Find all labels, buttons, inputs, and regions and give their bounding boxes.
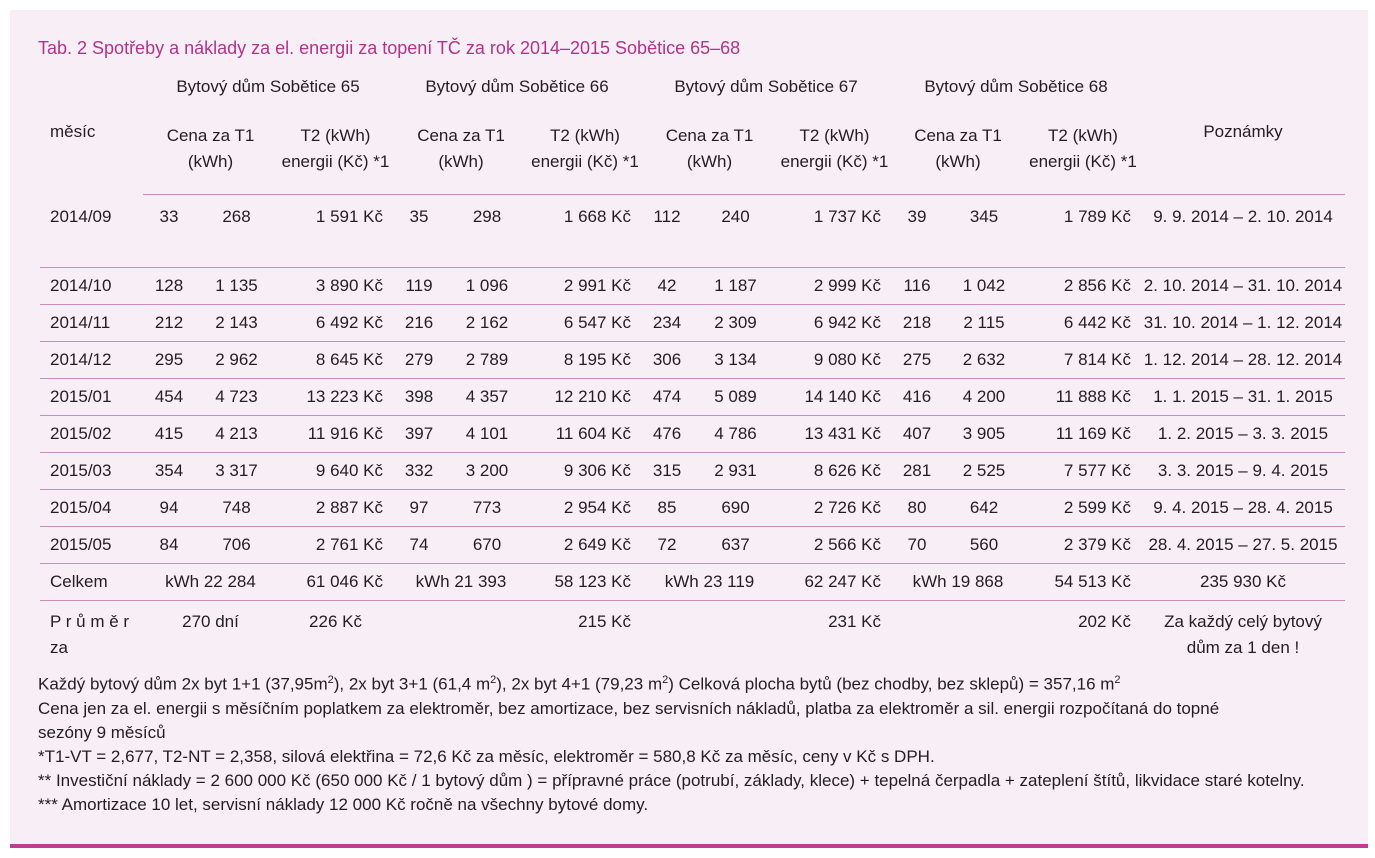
- table-row: [40, 305, 1345, 342]
- value-cell: 275: [891, 342, 943, 379]
- cost-cell: 11 916 Kč: [278, 416, 393, 453]
- note-cell: 2. 10. 2014 – 31. 10. 2014: [1141, 268, 1345, 305]
- table-row: [40, 416, 1345, 453]
- value-cell: 112: [641, 195, 693, 268]
- table-row: [40, 195, 1345, 268]
- house-66-header: Bytový dům Sobětice 66: [425, 77, 609, 96]
- cost-cell: 6 547 Kč: [529, 305, 641, 342]
- month-cell: 2015/02: [40, 416, 143, 453]
- cost-cell: 12 210 Kč: [529, 379, 641, 416]
- cost-cell: 7 577 Kč: [1025, 453, 1141, 490]
- cost-cell: 2 566 Kč: [778, 527, 891, 564]
- cost-cell: 11 169 Kč: [1025, 416, 1141, 453]
- total-cost-67: 62 247 Kč: [778, 564, 891, 601]
- value-cell: 398: [393, 379, 445, 416]
- value-cell: 119: [393, 268, 445, 305]
- footnote-tariff: *T1-VT = 2,677, T2-NT = 2,358, silová elektřina = 72,6 Kč za měsíc, elektroměr = 580,8 Kč za měsíc, ceny v Kč s DPH.: [38, 746, 935, 766]
- cost-cell: 2 761 Kč: [278, 527, 393, 564]
- value-cell: 476: [641, 416, 693, 453]
- total-kwh-66: kWh 21 393: [393, 564, 529, 601]
- superscript: 2: [662, 674, 669, 686]
- house-67-header: Bytový dům Sobětice 67: [674, 77, 858, 96]
- footnote-amortization: *** Amortizace 10 let, servisní náklady 12 000 Kč ročně na všechny bytové domy.: [38, 794, 649, 814]
- value-cell: 690: [693, 490, 778, 527]
- total-note: 235 930 Kč: [1141, 564, 1345, 601]
- note-cell: 1. 12. 2014 – 28. 12. 2014: [1141, 342, 1345, 379]
- value-cell: 80: [891, 490, 943, 527]
- month-cell: 2015/03: [40, 453, 143, 490]
- footnote-text: Každý bytový dům 2x byt 1+1 (37,95m: [38, 674, 328, 694]
- value-cell: 2 931: [693, 453, 778, 490]
- value-cell: 5 089: [693, 379, 778, 416]
- value-cell: 70: [891, 527, 943, 564]
- value-cell: 116: [891, 268, 943, 305]
- cost-cell: 1 789 Kč: [1025, 195, 1141, 268]
- t2-energy-header: T2 (kWh) energii (Kč) *1: [278, 104, 393, 195]
- value-cell: 35: [393, 195, 445, 268]
- value-cell: 295: [143, 342, 195, 379]
- footnote-text: ), 2x byt 4+1 (79,23 m: [496, 674, 663, 694]
- value-cell: 216: [393, 305, 445, 342]
- note-cell: 9. 9. 2014 – 2. 10. 2014: [1141, 195, 1345, 268]
- value-cell: 345: [943, 195, 1025, 268]
- note-cell: 1. 2. 2015 – 3. 3. 2015: [1141, 416, 1345, 453]
- value-cell: 281: [891, 453, 943, 490]
- cost-cell: 7 814 Kč: [1025, 342, 1141, 379]
- cost-cell: 3 890 Kč: [278, 268, 393, 305]
- total-kwh-65: kWh 22 284: [143, 564, 278, 601]
- cost-cell: 8 626 Kč: [778, 453, 891, 490]
- value-cell: 4 723: [195, 379, 278, 416]
- value-cell: 415: [143, 416, 195, 453]
- house-65-header: Bytový dům Sobětice 65: [176, 77, 360, 96]
- value-cell: 2 115: [943, 305, 1025, 342]
- cost-cell: 11 888 Kč: [1025, 379, 1141, 416]
- cost-cell: 9 080 Kč: [778, 342, 891, 379]
- value-cell: 218: [891, 305, 943, 342]
- table-row: [40, 527, 1345, 564]
- value-cell: 454: [143, 379, 195, 416]
- average-cost-68: 202 Kč: [1078, 612, 1131, 631]
- value-cell: 240: [693, 195, 778, 268]
- value-cell: 2 789: [445, 342, 529, 379]
- footnote-text: ) Celková plocha bytů (bez chodby, bez sklepů) = 357,16 m: [668, 674, 1115, 694]
- cost-cell: 1 737 Kč: [778, 195, 891, 268]
- price-t1-header: Cena za T1 (kWh): [143, 104, 278, 195]
- average-label: P r ů m ě r za: [50, 612, 130, 657]
- table-row: [40, 490, 1345, 527]
- value-cell: 560: [943, 527, 1025, 564]
- value-cell: 2 309: [693, 305, 778, 342]
- month-cell: 2015/04: [40, 490, 143, 527]
- value-cell: 39: [891, 195, 943, 268]
- footnote-investment: ** Investiční náklady = 2 600 000 Kč (650 000 Kč / 1 bytový dům ) = přípravné práce (potrubí, základy, klece) + tepelná čerpadla + zateplení štítů, likvidace staré kotelny.: [38, 770, 1305, 790]
- cost-cell: 2 726 Kč: [778, 490, 891, 527]
- t2-energy-header: T2 (kWh) energii (Kč) *1: [529, 104, 641, 195]
- value-cell: 33: [143, 195, 195, 268]
- header-row-houses: [40, 70, 1345, 104]
- value-cell: 3 317: [195, 453, 278, 490]
- average-empty: [393, 601, 529, 670]
- month-cell: 2014/09: [40, 195, 143, 268]
- value-cell: 2 962: [195, 342, 278, 379]
- average-days: 270 dní: [182, 612, 239, 631]
- average-cost-65: 226 Kč: [309, 612, 362, 631]
- total-label: Celkem: [40, 564, 143, 601]
- table-title: Tab. 2 Spotřeby a náklady za el. energii za topení TČ za rok 2014–2015 Sobětice 65–68: [38, 38, 741, 58]
- month-cell: 2014/11: [40, 305, 143, 342]
- footnotes: [38, 668, 1358, 817]
- value-cell: 2 143: [195, 305, 278, 342]
- cost-cell: 9 640 Kč: [278, 453, 393, 490]
- value-cell: 748: [195, 490, 278, 527]
- cost-cell: 13 431 Kč: [778, 416, 891, 453]
- value-cell: 268: [195, 195, 278, 268]
- value-cell: 3 134: [693, 342, 778, 379]
- cost-cell: 2 856 Kč: [1025, 268, 1141, 305]
- value-cell: 212: [143, 305, 195, 342]
- cost-cell: 6 492 Kč: [278, 305, 393, 342]
- average-row: [40, 601, 1345, 670]
- month-header: měsíc: [50, 122, 96, 142]
- superscript: 2: [327, 674, 334, 686]
- note-cell: 1. 1. 2015 – 31. 1. 2015: [1141, 379, 1345, 416]
- note-cell: 28. 4. 2015 – 27. 5. 2015: [1141, 527, 1345, 564]
- cost-cell: 8 645 Kč: [278, 342, 393, 379]
- average-empty: [641, 601, 778, 670]
- value-cell: 85: [641, 490, 693, 527]
- total-cost-66: 58 123 Kč: [529, 564, 641, 601]
- value-cell: 2 525: [943, 453, 1025, 490]
- total-kwh-67: kWh 23 119: [641, 564, 778, 601]
- cost-cell: 2 954 Kč: [529, 490, 641, 527]
- price-t1-header: Cena za T1 (kWh): [891, 104, 1025, 195]
- value-cell: 72: [641, 527, 693, 564]
- value-cell: 94: [143, 490, 195, 527]
- bottom-rule: [10, 844, 1368, 848]
- footnote-area: [38, 668, 1358, 697]
- value-cell: 1 042: [943, 268, 1025, 305]
- cost-cell: 2 599 Kč: [1025, 490, 1141, 527]
- month-cell: 2015/01: [40, 379, 143, 416]
- total-cost-65: 61 046 Kč: [278, 564, 393, 601]
- t2-energy-header: T2 (kWh) energii (Kč) *1: [1025, 104, 1141, 195]
- month-cell: 2014/12: [40, 342, 143, 379]
- footnote-text: ), 2x byt 3+1 (61,4 m: [333, 674, 491, 694]
- price-t1-header: Cena za T1 (kWh): [641, 104, 778, 195]
- note-cell: 9. 4. 2015 – 28. 4. 2015: [1141, 490, 1345, 527]
- cost-cell: 2 999 Kč: [778, 268, 891, 305]
- cost-cell: 2 991 Kč: [529, 268, 641, 305]
- value-cell: 4 200: [943, 379, 1025, 416]
- table-row: [40, 342, 1345, 379]
- superscript: 2: [1114, 674, 1121, 686]
- note-cell: 31. 10. 2014 – 1. 12. 2014: [1141, 305, 1345, 342]
- value-cell: 279: [393, 342, 445, 379]
- value-cell: 298: [445, 195, 529, 268]
- value-cell: 773: [445, 490, 529, 527]
- value-cell: 670: [445, 527, 529, 564]
- cost-cell: 6 442 Kč: [1025, 305, 1141, 342]
- value-cell: 332: [393, 453, 445, 490]
- average-note: Za každý celý bytový dům za 1 den !: [1164, 612, 1322, 657]
- value-cell: 84: [143, 527, 195, 564]
- value-cell: 1 096: [445, 268, 529, 305]
- value-cell: 3 200: [445, 453, 529, 490]
- value-cell: 315: [641, 453, 693, 490]
- table-row: [40, 453, 1345, 490]
- cost-cell: 6 942 Kč: [778, 305, 891, 342]
- total-row: [40, 564, 1345, 601]
- value-cell: 354: [143, 453, 195, 490]
- value-cell: 128: [143, 268, 195, 305]
- value-cell: 234: [641, 305, 693, 342]
- value-cell: 2 632: [943, 342, 1025, 379]
- value-cell: 2 162: [445, 305, 529, 342]
- house-68-header: Bytový dům Sobětice 68: [924, 77, 1108, 96]
- table-row: [40, 379, 1345, 416]
- t2-energy-header: T2 (kWh) energii (Kč) *1: [778, 104, 891, 195]
- average-empty: [891, 601, 1025, 670]
- value-cell: 407: [891, 416, 943, 453]
- total-cost-68: 54 513 Kč: [1025, 564, 1141, 601]
- value-cell: 1 187: [693, 268, 778, 305]
- average-cost-66: 215 Kč: [578, 612, 631, 631]
- value-cell: 4 357: [445, 379, 529, 416]
- value-cell: 74: [393, 527, 445, 564]
- average-cost-67: 231 Kč: [828, 612, 881, 631]
- value-cell: 4 786: [693, 416, 778, 453]
- superscript: 2: [490, 674, 497, 686]
- corner-notch: [0, 40, 9, 58]
- footnote-season: sezóny 9 měsíců: [38, 722, 166, 742]
- cost-cell: 9 306 Kč: [529, 453, 641, 490]
- cost-cell: 2 649 Kč: [529, 527, 641, 564]
- cost-cell: 1 591 Kč: [278, 195, 393, 268]
- cost-cell: 13 223 Kč: [278, 379, 393, 416]
- value-cell: 97: [393, 490, 445, 527]
- footnote-price: Cena jen za el. energii s měsíčním poplatkem za elektroměr, bez amortizace, bez servisních nákladů, platba za elektroměr a sil. energii rozpočítaná do topné: [38, 698, 1220, 718]
- cost-cell: 8 195 Kč: [529, 342, 641, 379]
- cost-cell: 2 887 Kč: [278, 490, 393, 527]
- month-cell: 2014/10: [40, 268, 143, 305]
- cost-cell: 11 604 Kč: [529, 416, 641, 453]
- cost-cell: 2 379 Kč: [1025, 527, 1141, 564]
- value-cell: 397: [393, 416, 445, 453]
- table-row: [40, 268, 1345, 305]
- value-cell: 42: [641, 268, 693, 305]
- value-cell: 4 101: [445, 416, 529, 453]
- value-cell: 474: [641, 379, 693, 416]
- consumption-table: [40, 70, 1345, 669]
- cost-cell: 14 140 Kč: [778, 379, 891, 416]
- value-cell: 4 213: [195, 416, 278, 453]
- value-cell: 642: [943, 490, 1025, 527]
- note-cell: 3. 3. 2015 – 9. 4. 2015: [1141, 453, 1345, 490]
- price-t1-header: Cena za T1 (kWh): [393, 104, 529, 195]
- value-cell: 416: [891, 379, 943, 416]
- value-cell: 637: [693, 527, 778, 564]
- value-cell: 3 905: [943, 416, 1025, 453]
- cost-cell: 1 668 Kč: [529, 195, 641, 268]
- value-cell: 706: [195, 527, 278, 564]
- month-cell: 2015/05: [40, 527, 143, 564]
- value-cell: 306: [641, 342, 693, 379]
- value-cell: 1 135: [195, 268, 278, 305]
- total-kwh-68: kWh 19 868: [891, 564, 1025, 601]
- notes-header: Poznámky: [1141, 70, 1345, 195]
